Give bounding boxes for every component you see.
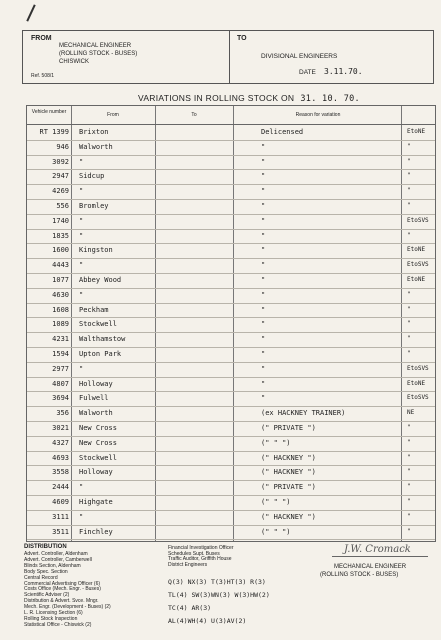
transfer-code: " [407, 483, 411, 491]
reason: (" HACKNEY ") [261, 453, 316, 462]
reason: " [261, 142, 266, 151]
table-row [27, 317, 435, 333]
from-garage: Walworth [79, 142, 113, 151]
vehicle-number: 2947 [52, 172, 69, 181]
to-value: DIVISIONAL ENGINEERS [261, 53, 338, 60]
table-row [27, 273, 435, 289]
from-garage: Brixton [79, 128, 109, 136]
distribution-item: Commercial Advertising Officer (6) [24, 580, 101, 587]
from-garage: Walworth [79, 409, 113, 418]
vehicle-number: 3694 [52, 394, 69, 403]
table-row [27, 258, 435, 274]
from-label: FROM [31, 35, 52, 42]
transfer-code: " [407, 468, 411, 476]
from-garage: " [79, 483, 84, 492]
garage-code-line: TL(4) SW(3)WN(3) W(3)HW(2) [168, 591, 270, 599]
signature-title-2: (ROLLING STOCK - BUSES) [320, 572, 399, 578]
table-row [27, 510, 435, 526]
signature: J.W. Cromack [344, 544, 411, 555]
col-header-to: To [191, 112, 197, 118]
variations-table [26, 105, 436, 542]
from-garage: Holloway [79, 468, 113, 477]
vehicle-number: 556 [56, 202, 69, 210]
table-row [27, 155, 435, 171]
transfer-code: " [407, 157, 411, 165]
table-row [27, 406, 435, 422]
title-text: VARIATIONS IN ROLLING STOCK ON [138, 93, 295, 103]
transfer-code: " [407, 142, 411, 150]
vehicle-number: 4327 [52, 438, 69, 447]
from-garage: Fulwell [79, 394, 109, 403]
vehicle-number: 3511 [52, 527, 69, 536]
from-garage: Holloway [79, 379, 113, 388]
vehicle-number: 1594 [52, 350, 69, 358]
table-row [27, 184, 435, 200]
from-garage: New Cross [79, 424, 117, 432]
distribution-item: Advert. Controller, Aldenham [24, 551, 88, 557]
reason: " [261, 290, 266, 299]
reason: " [261, 202, 266, 210]
reason: " [261, 261, 266, 270]
distribution-item: Rolling Stock Inspection [24, 615, 78, 622]
transfer-code: " [407, 335, 411, 343]
transfer-code: " [407, 320, 411, 328]
transfer-code: EtoSVS [407, 261, 429, 269]
table-row [27, 229, 435, 245]
vehicle-number: 1835 [52, 231, 69, 240]
garage-code-line: AL(4)WH(4) U(3)AV(2) [168, 617, 247, 625]
reason: " [261, 187, 266, 196]
reason: (" " ") [261, 527, 291, 536]
table-row [27, 125, 435, 141]
vehicle-number: 2977 [52, 364, 69, 373]
from-garage: " [79, 216, 84, 225]
reason: " [261, 246, 266, 255]
reason: " [261, 350, 266, 358]
from-garage: Bromley [79, 202, 109, 210]
vehicle-number: 4269 [52, 187, 69, 196]
distribution-item: Financial Investigation Officer [168, 545, 234, 551]
transfer-code: " [407, 527, 411, 535]
col-header-reason: Reason for variation [295, 112, 341, 118]
table-row [27, 303, 435, 319]
from-garage: Stockwell [79, 320, 117, 329]
transfer-code: EtoNE [407, 128, 426, 135]
transfer-code: " [407, 438, 411, 446]
table-row [27, 495, 435, 511]
signature-line [332, 556, 428, 557]
distribution-item: Advert. Controller, Camberwell [24, 556, 92, 563]
to-label: TO [237, 35, 247, 42]
transfer-code: " [407, 172, 411, 180]
transfer-code: " [407, 453, 411, 461]
from-line-2: (ROLLING STOCK - BUSES) [59, 51, 138, 57]
transfer-code: " [407, 202, 411, 209]
from-line-1: MECHANICAL ENGINEER [59, 43, 132, 49]
table-row [27, 436, 435, 452]
pen-stroke [26, 4, 35, 21]
from-garage: Stockwell [79, 453, 117, 462]
vehicle-number: 4231 [52, 335, 69, 344]
reason: " [261, 172, 266, 181]
from-garage: Highgate [79, 498, 113, 506]
table-row [27, 347, 435, 363]
transfer-code: " [407, 231, 411, 239]
from-garage: New Cross [79, 438, 117, 447]
distribution-item: Body Spec. Section [24, 568, 68, 575]
reason: " [261, 157, 266, 166]
transfer-code: EtoNE [407, 246, 426, 254]
reason: (" " ") [261, 438, 291, 447]
reason: " [261, 276, 266, 284]
transfer-code: " [407, 305, 411, 313]
distribution-item: Traffic Auditor, Griffith House [168, 556, 232, 563]
table-row [27, 362, 435, 378]
transfer-code: EtoSVS [407, 394, 429, 402]
vehicle-number: 1608 [52, 305, 69, 314]
reason: " [261, 379, 266, 388]
reason: (ex HACKNEY TRAINER) [261, 409, 346, 418]
from-garage: Sidcup [79, 172, 105, 181]
vehicle-number: 4807 [52, 379, 69, 388]
distribution-item: Statistical Office - Chiswick (2) [24, 621, 92, 628]
table-row [27, 525, 435, 541]
distribution-item: Distribution & Advert. Svce. Mngr. [24, 598, 99, 605]
vehicle-number: 4630 [52, 290, 69, 299]
from-garage: Finchley [79, 527, 113, 536]
vehicle-number: RT 1399 [39, 128, 69, 136]
transfer-code: " [407, 424, 411, 431]
reason: (" " ") [261, 498, 291, 506]
transfer-code: " [407, 512, 411, 520]
vehicle-number: 3092 [52, 157, 69, 166]
table-row [27, 391, 435, 407]
from-garage: " [79, 290, 84, 299]
garage-code-line: Q(3) NX(3) T(3)HT(3) R(3) [168, 578, 266, 586]
reason: Delicensed [261, 128, 304, 136]
from-garage: Peckham [79, 305, 109, 314]
col-header-vehicle: Vehicle number [31, 109, 67, 115]
transfer-code: EtoNE [407, 379, 426, 387]
table-row [27, 451, 435, 467]
from-garage: " [79, 261, 84, 270]
distribution-item: L. R. Licensing Section (6) [24, 610, 83, 616]
vehicle-number: 356 [56, 409, 69, 418]
table-row [27, 377, 435, 393]
table-row [27, 140, 435, 156]
vehicle-number: 1089 [52, 320, 69, 329]
transfer-code: " [407, 187, 411, 195]
ref-number: Ref. 508/1 [31, 73, 55, 79]
table-row [27, 214, 435, 230]
from-garage: Kingston [79, 246, 113, 255]
distribution-item: Mech. Engr. (Development - Buses) (2) [24, 604, 111, 611]
reason: " [261, 320, 266, 329]
distribution-label: DISTRIBUTION [24, 544, 67, 550]
signature-title-1: MECHANICAL ENGINEER [334, 564, 407, 570]
distribution-item: Schedules Supt. Buses [168, 550, 220, 557]
vehicle-number: 3558 [52, 468, 69, 477]
distribution-item: Scientific Adviser (2) [24, 592, 70, 599]
from-garage: " [79, 231, 84, 240]
reason: (" PRIVATE ") [261, 483, 316, 492]
transfer-code: EtoSVS [407, 364, 429, 372]
table-row [27, 480, 435, 496]
from-garage: Walthamstow [79, 335, 126, 344]
reason: " [261, 364, 266, 373]
vehicle-number: 3021 [52, 424, 69, 432]
from-garage: " [79, 157, 84, 166]
table-row [27, 243, 435, 259]
table-row [27, 465, 435, 481]
reason: " [261, 231, 266, 240]
transfer-code: " [407, 290, 411, 298]
garage-code-line: TC(4) AR(3) [168, 604, 212, 612]
col-header-from: From [107, 112, 119, 118]
vehicle-number: 2444 [52, 483, 69, 492]
date-label: DATE [299, 69, 316, 76]
table-row [27, 332, 435, 348]
distribution-item: Costs Office (Mech. Engr. - Buses) [24, 586, 101, 593]
table-row [27, 199, 435, 215]
reason: (" HACKNEY ") [261, 468, 316, 477]
distribution-item: Central Record [24, 574, 58, 581]
title-date: 31. 10. 70. [300, 94, 360, 104]
page-title [138, 93, 360, 104]
reason: (" HACKNEY ") [261, 512, 316, 521]
transfer-code: " [407, 350, 411, 357]
vehicle-number: 946 [56, 142, 69, 151]
transfer-code: NE [407, 409, 415, 417]
vehicle-number: 1600 [52, 246, 69, 255]
reason: (" PRIVATE ") [261, 424, 316, 432]
vehicle-number: 1077 [52, 276, 69, 284]
date-value: 3.11.70. [324, 67, 363, 76]
vehicle-number: 4609 [52, 498, 69, 506]
reason: " [261, 305, 266, 314]
distribution-item: District Engineers [168, 561, 208, 568]
vehicle-number: 4443 [52, 261, 69, 270]
reason: " [261, 394, 266, 403]
reason: " [261, 216, 266, 225]
from-garage: " [79, 512, 84, 521]
transfer-code: EtoNE [407, 276, 426, 283]
transfer-code: " [407, 498, 411, 505]
header-box [22, 30, 434, 84]
from-garage: Abbey Wood [79, 276, 122, 284]
vehicle-number: 4693 [52, 453, 69, 462]
table-row [27, 288, 435, 304]
from-line-3: CHISWICK [59, 59, 89, 65]
from-garage: " [79, 187, 84, 196]
table-row [27, 421, 435, 437]
distribution-item: Blinds Section, Aldenham [24, 562, 81, 569]
from-garage: " [79, 364, 84, 373]
vehicle-number: 3111 [52, 512, 69, 521]
vehicle-number: 1740 [52, 216, 69, 225]
reason: " [261, 335, 266, 344]
from-garage: Upton Park [79, 350, 122, 358]
transfer-code: EtoSVS [407, 216, 429, 224]
table-row [27, 169, 435, 185]
